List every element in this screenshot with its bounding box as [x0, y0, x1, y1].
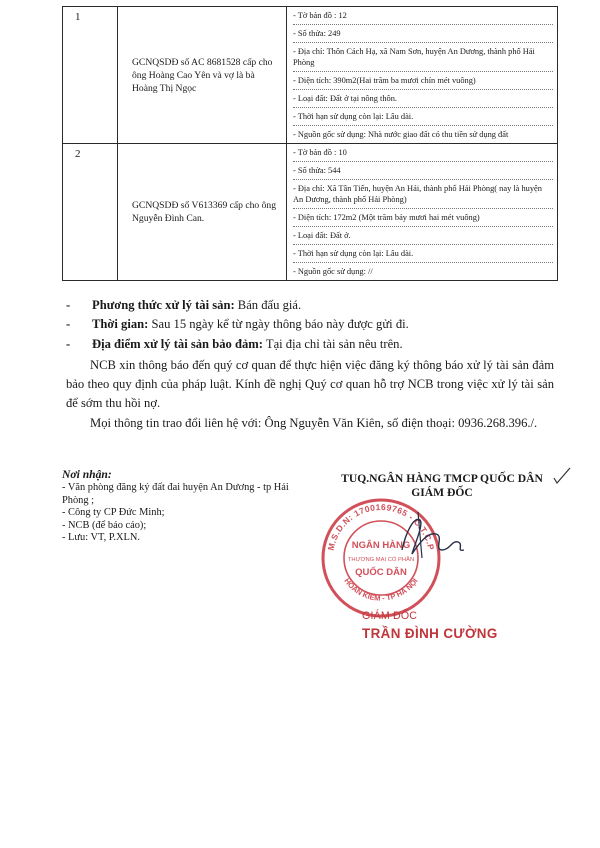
recipient-item: - Lưu: VT, P.XLN.: [62, 532, 140, 544]
processing-info: [66, 296, 566, 354]
bullet-dash: -: [66, 317, 71, 332]
details-cell: [287, 7, 558, 144]
bullet-label: Phương thức xử lý tài sản:: [92, 298, 235, 312]
bullet-value: Tại địa chỉ tài sản nêu trên.: [262, 336, 403, 351]
detail-line: - Tờ bản đồ : 10: [293, 144, 553, 162]
details-cell: [287, 144, 558, 281]
seal-text-mid: THƯƠNG MẠI CỔ PHẦN: [347, 557, 415, 563]
check-mark-icon: [550, 464, 574, 488]
table-row: [63, 144, 558, 281]
detail-line: - Diện tích: 390m2(Hai trăm ba mươi chín mét vuông): [293, 72, 553, 90]
contact-text: Mọi thông tin trao đổi liên hệ với: Ông Nguyễn Văn Kiên, số điện thoại: 0936.268.396./.: [90, 416, 538, 430]
recipients-block: [62, 468, 312, 545]
recipients-title: Nơi nhận:: [62, 468, 112, 481]
recipient-item: - Công ty CP Đức Minh;: [62, 507, 165, 519]
row-number: 2: [63, 144, 118, 281]
detail-line: - Nguồn gốc sử dụng: //: [293, 267, 373, 276]
bullet-dash: -: [66, 298, 71, 312]
signer-role: GIÁM ĐỐC: [362, 610, 418, 622]
detail-line: - Tờ bản đồ : 12: [293, 7, 553, 25]
detail-line: - Địa chỉ: Xã Tân Tiến, huyện An Hải, thành phố Hải Phòng( nay là huyện An Dương, thành phố Hải Phòng): [293, 180, 553, 209]
location-line: [66, 335, 566, 354]
detail-line: - Diện tích: 172m2 (Một trăm bảy mươi hai mét vuông): [293, 209, 553, 227]
bullet-value: Sau 15 ngày kể từ ngày thông báo này được gửi đi.: [148, 317, 409, 332]
recipient-item: - NCB (để báo cáo);: [62, 519, 147, 531]
bullet-value: Bán đấu giá.: [234, 298, 302, 312]
handwritten-signature: [392, 506, 472, 566]
detail-line: - Nguồn gốc sử dụng: Nhà nước giao đất có thu tiền sử dụng đất: [293, 130, 509, 139]
detail-line: - Thời hạn sử dụng còn lại: Lâu dài.: [293, 108, 553, 126]
method-line: [66, 296, 566, 315]
certificate-cell: GCNQSDĐ số AC 8681528 cấp cho ông Hoàng Cao Yên và vợ là bà Hoàng Thị Ngọc: [132, 56, 273, 94]
signature-org: TUQ.NGÂN HÀNG TMCP QUỐC DÂN: [341, 472, 543, 485]
seal-ring-bottom-text: HOÀN KIẾM - TP HÀ NỘI: [342, 576, 420, 603]
seal-text-top: NGÂN HÀNG: [351, 540, 411, 551]
seal-text-bottom: QUỐC DÂN: [355, 567, 407, 578]
detail-line: - Địa chỉ: Thôn Cách Hạ, xã Nam Sơn, huyện An Dương, thành phố Hải Phòng: [293, 43, 553, 72]
seal-ring-text: M.S.D.N: 1700169765 - C.T.C.P: [325, 501, 437, 552]
detail-line: - Thời hạn sử dụng còn lại: Lâu dài.: [293, 245, 553, 263]
bullet-label: Địa điểm xử lý tài sản bảo đảm:: [92, 336, 263, 351]
certificate-cell: GCNQSDĐ số V613369 cấp cho ông Nguyễn Đình Can.: [132, 200, 276, 224]
bullet-dash: -: [66, 336, 71, 351]
row-number: 1: [63, 7, 118, 144]
time-line: [66, 315, 566, 334]
detail-line: - Loại đất: Đất ở.: [293, 227, 553, 245]
svg-text:HOÀN KIẾM - TP HÀ NỘI: [342, 576, 419, 602]
signature-title: GIÁM ĐỐC: [411, 486, 473, 500]
notice-paragraph: [66, 356, 554, 414]
notice-text: NCB xin thông báo đến quý cơ quan để thực hiện việc đăng ký thông báo xử lý tài sản đảm bảo theo quy định của pháp luật. Kính đề nghị Quý cơ quan hỗ trợ NCB trong việc xử lý tài sản để sớm thu hồi nợ.: [66, 358, 554, 411]
asset-table: [62, 6, 558, 281]
bullet-label: Thời gian:: [92, 317, 149, 332]
contact-paragraph: [66, 414, 554, 433]
recipient-item: - Văn phòng đăng ký đất đai huyện An Dương - tp Hải Phòng ;: [62, 482, 289, 506]
detail-line: - Số thửa: 249: [293, 25, 553, 43]
detail-line: - Loại đất: Đất ở tại nông thôn.: [293, 90, 553, 108]
table-row: [63, 7, 558, 144]
signer-name: TRẦN ĐÌNH CƯỜNG: [362, 626, 498, 641]
detail-line: - Số thửa: 544: [293, 162, 553, 180]
